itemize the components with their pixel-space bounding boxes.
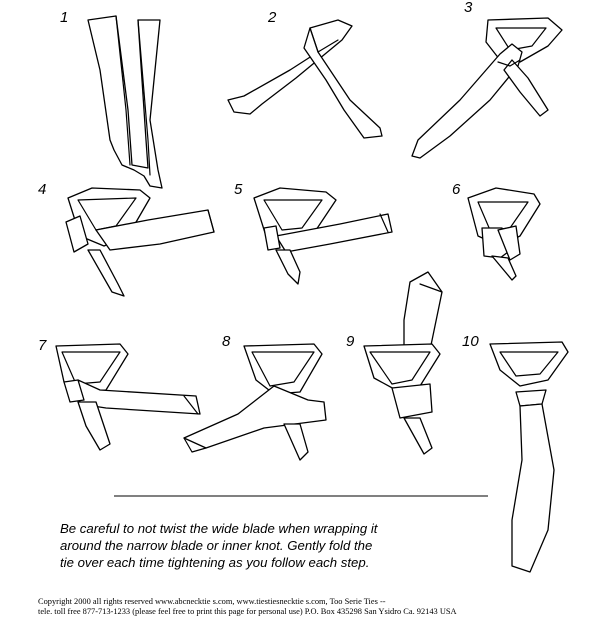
step-2-number: 2 — [268, 9, 277, 26]
step-7-illustration — [56, 344, 200, 450]
step-4-number: 4 — [38, 181, 47, 198]
step-2-illustration — [228, 20, 382, 138]
step-1-number: 1 — [60, 9, 69, 26]
step-5-illustration — [254, 188, 392, 284]
step-8-number: 8 — [222, 333, 231, 350]
step-9-illustration — [364, 272, 442, 454]
instruction-caption: Be careful to not twist the wide blade when wrapping it around the narrow blade or inner knot. Gently fold the tie over each time tightening as you follow each step. — [60, 521, 378, 570]
step-3-illustration — [412, 18, 562, 158]
step-8-illustration — [184, 344, 326, 460]
step-3-number: 3 — [464, 0, 473, 16]
step-4-illustration — [66, 188, 214, 296]
step-1-illustration — [88, 16, 162, 188]
step-10-number: 10 — [462, 333, 479, 350]
copyright-notice: Copyright 2000 all rights reserved www.abcnecktie s.com, www.tiestiesnecktie s.com, Too Serie Ties -- tele. toll free 877-713-1233 (please feel free to print this page for personal use) P.O. Box 435298 San Ysidro Ca. 92143 USA — [38, 597, 457, 616]
step-5-number: 5 — [234, 181, 243, 198]
step-6-number: 6 — [452, 181, 461, 198]
step-6-illustration — [468, 188, 540, 280]
step-7-number: 7 — [38, 337, 47, 354]
step-9-number: 9 — [346, 333, 355, 350]
